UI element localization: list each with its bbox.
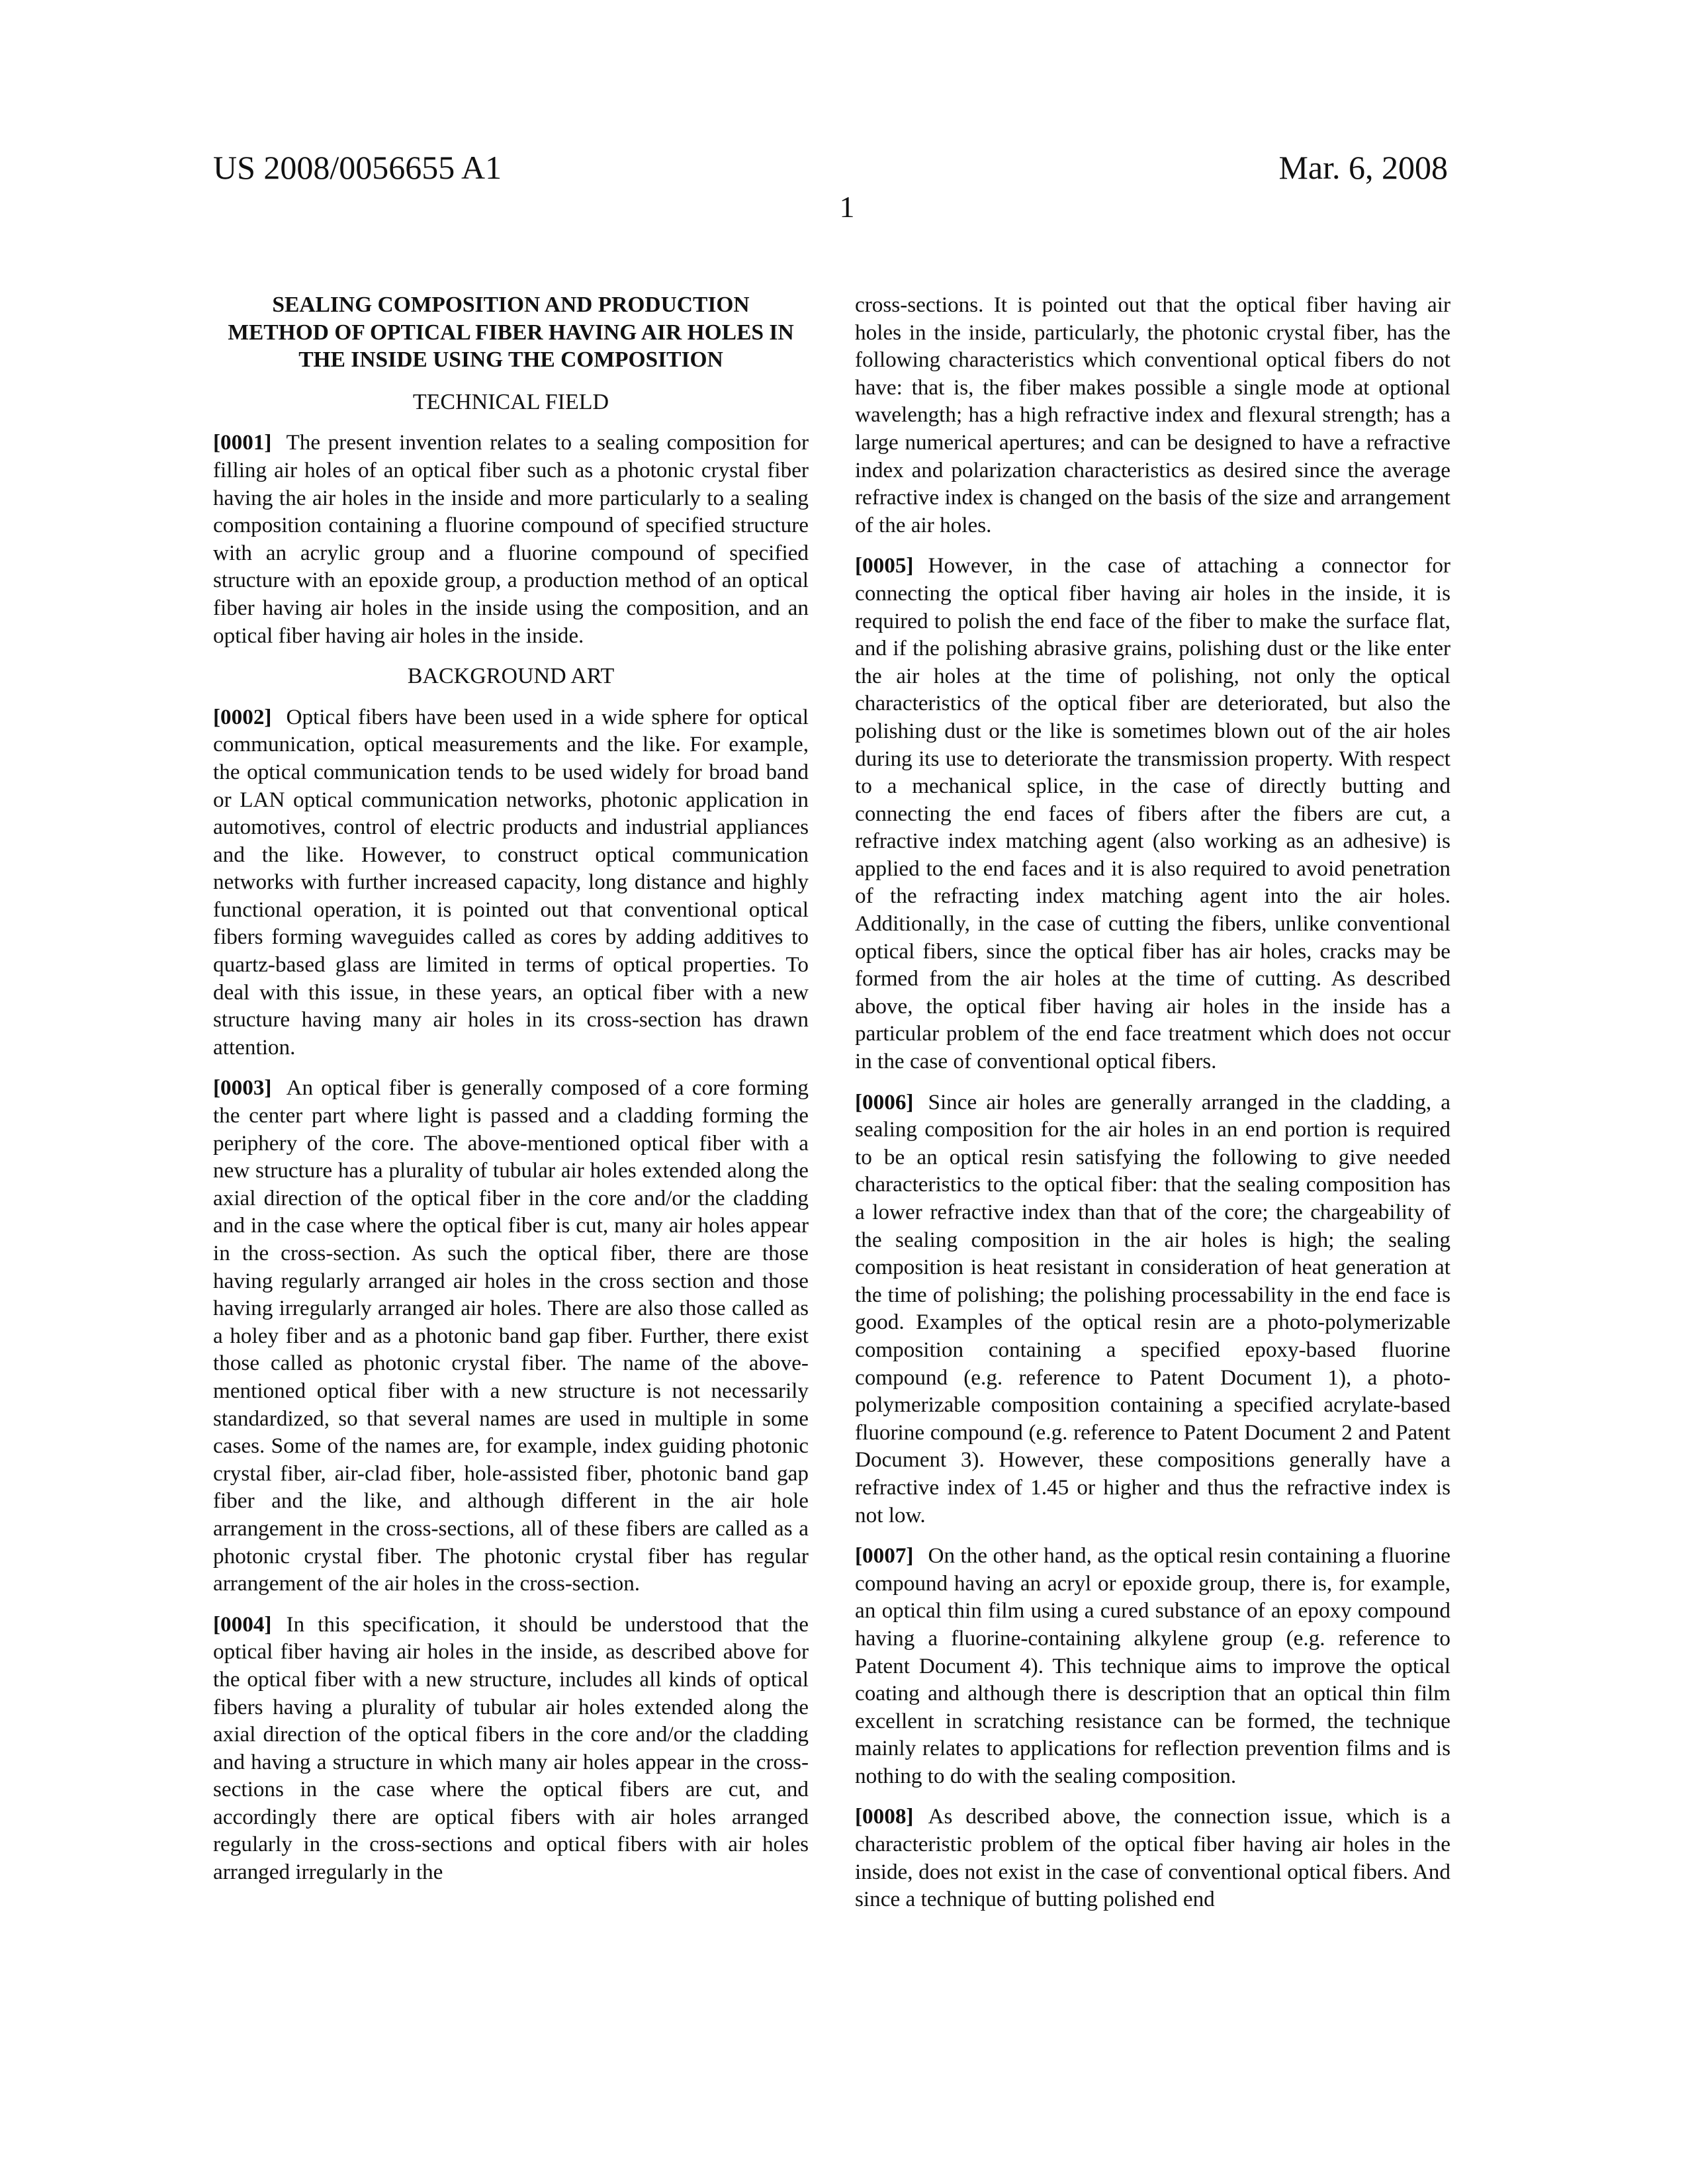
paragraph-number: [0003] (213, 1075, 271, 1100)
paragraph-text: Optical fibers have been used in a wide sphere for optical communication, optical measurements and the like. For example, the optical communication tends to be used widely for broad band or LAN optical communication networks, photonic application in automotives, control of electric products and industrial appliances and the like. However, to construct optical communication networks with further increased capacity, long distance and highly functional operation, it is pointed out that conventional optical fibers forming waveguides called as cores by adding additives to quartz-based glass are limited in terms of optical properties. To deal with this issue, in these years, an optical fiber with a new structure having many air holes in its cross-section has drawn attention. (213, 705, 809, 1060)
left-column (213, 291, 809, 1899)
paragraph-number: [0001] (213, 430, 271, 455)
paragraph-0004-continued (855, 291, 1450, 539)
paragraph-number: [0007] (855, 1543, 913, 1568)
paragraph-text: In this specification, it should be understood that the optical fiber having air holes in the inside, as described above for the optical fiber with a new structure, includes all kinds of optical fibers having a plurality of tubular air holes extended along the axial direction of the optical fibers in the core and/or the cladding and having a structure in which many air holes appear in the cross-sections in the case where the optical fibers are cut, and accordingly there are optical fibers with air holes arranged regularly in the cross-sections and optical fibers with air holes arranged irregularly in the (213, 1612, 809, 1884)
paragraph-0006 (855, 1089, 1450, 1529)
paragraph-text: As described above, the connection issue, which is a characteristic problem of the optical fiber having air holes in the inside, does not exist in the case of conventional optical fibers. And since a technique of butting polished end (855, 1804, 1450, 1911)
heading-technical-field: TECHNICAL FIELD (213, 388, 809, 416)
paragraph-number: [0005] (855, 553, 913, 578)
paragraph-text: An optical fiber is generally composed of a core forming the center part where light is passed and a cladding forming the periphery of the core. The above-mentioned optical fiber with a new structure has a plurality of tubular air holes extended along the axial direction of the optical fiber in the core and/or the cladding and in the case where the optical fiber is cut, many air holes appear in the cross-section. As such the optical fiber, there are those having regularly arranged air holes in the cross section and those having irregularly arranged air holes. There are also those called as a holey fiber and as a photonic band gap fiber. Further, there exist those called as photonic crystal fiber. The name of the above-mentioned optical fiber with a new structure is not necessarily standardized, so that several names are used in multiple in some cases. Some of the names are, for example, index guiding photonic crystal fiber, air-clad fiber, hole-assisted fiber, photonic band gap fiber and the like, and although different in the air hole arrangement in the cross-sections, all of these fibers are called as a photonic crystal fiber. The photonic crystal fiber has regular arrangement of the air holes in the cross-section. (213, 1075, 809, 1596)
paragraph-0003 (213, 1074, 809, 1597)
paragraph-0002 (213, 704, 809, 1062)
right-column (855, 291, 1450, 1927)
paragraph-0004 (213, 1611, 809, 1886)
patent-number: US 2008/0056655 A1 (213, 151, 502, 184)
paragraph-number: [0006] (855, 1090, 913, 1115)
paragraph-0005 (855, 552, 1450, 1075)
paragraph-number: [0008] (855, 1804, 913, 1829)
document-title: SEALING COMPOSITION AND PRODUCTION METHOD OF OPTICAL FIBER HAVING AIR HOLES IN THE INSIDE USING THE COMPOSITION (213, 291, 809, 374)
heading-background-art: BACKGROUND ART (213, 662, 809, 690)
paragraph-0007 (855, 1542, 1450, 1790)
paragraph-text: cross-sections. It is pointed out that the optical fiber having air holes in the inside, particularly, the photonic crystal fiber, has the following characteristics which conventional optical fibers do not have: that is, the fiber makes possible a single mode at optional wavelength; has a high refractive index and flexural strength; has a large numerical apertures; and can be designed to have a refractive index and polarization characteristics as desired since the average refractive index is changed on the basis of the size and arrangement of the air holes. (855, 293, 1450, 537)
paragraph-text: On the other hand, as the optical resin containing a fluorine compound having an acryl or epoxide group, there is, for example, an optical thin film using a cured substance of an epoxy compound having a fluorine-containing alkylene group (e.g. reference to Patent Document 4). This technique aims to improve the optical coating and although there is description that an optical thin film excellent in scratching resistance can be formed, the technique mainly relates to applications for reflection prevention films and is nothing to do with the sealing composition. (855, 1543, 1450, 1788)
paragraph-text: Since air holes are generally arranged in the cladding, a sealing composition for the air holes in an end portion is required to be an optical resin satisfying the following to give needed characteristics to the optical fiber: that the sealing composition has a lower refractive index than that of the core; the chargeability of the sealing composition in the air holes is high; the sealing composition is heat resistant in consideration of heat generation at the time of polishing; the polishing processability in the end face is good. Examples of the optical resin are a photo-polymerizable composition containing a specified epoxy-based fluorine compound (e.g. reference to Patent Document 1), a photo-polymerizable composition containing a specified acrylate-based fluorine compound (e.g. reference to Patent Document 2 and Patent Document 3). However, these compositions generally have a refractive index of 1.45 or higher and thus the refractive index is not low. (855, 1090, 1450, 1527)
paragraph-0008 (855, 1803, 1450, 1913)
publication-date: Mar. 6, 2008 (1278, 151, 1448, 184)
paragraph-0001 (213, 429, 809, 649)
paragraph-number: [0004] (213, 1612, 271, 1637)
page-number: 1 (0, 192, 1694, 222)
paragraph-text: The present invention relates to a sealing composition for filling air holes of an optical fiber such as a photonic crystal fiber having the air holes in the inside and more particularly to a sealing composition containing a fluorine compound of specified structure with an acrylic group and a fluorine compound of specified structure with an epoxide group, a production method of an optical fiber having air holes in the inside using the composition, and an optical fiber having air holes in the inside. (213, 430, 809, 647)
paragraph-number: [0002] (213, 705, 271, 729)
paragraph-text: However, in the case of attaching a connector for connecting the optical fiber having air holes in the inside, it is required to polish the end face of the fiber to make the surface flat, and if the polishing abrasive grains, polishing dust or the like enter the air holes at the time of polishing, not only the optical characteristics of the optical fiber are deteriorated, but also the polishing dust or the like is sometimes blown out of the air holes during its use to deteriorate the transmission property. With respect to a mechanical splice, in the case of directly butting and connecting the end faces of fibers after the fibers are cut, a refractive index matching agent (also working as an adhesive) is applied to the end faces and it is also required to avoid penetration of the refracting index matching agent into the air holes. Additionally, in the case of cutting the fibers, unlike conventional optical fibers, since the optical fiber has air holes, cracks may be formed from the air holes at the time of cutting. As described above, the optical fiber having air holes in the inside has a particular problem of the end face treatment which does not occur in the case of conventional optical fibers. (855, 553, 1450, 1073)
